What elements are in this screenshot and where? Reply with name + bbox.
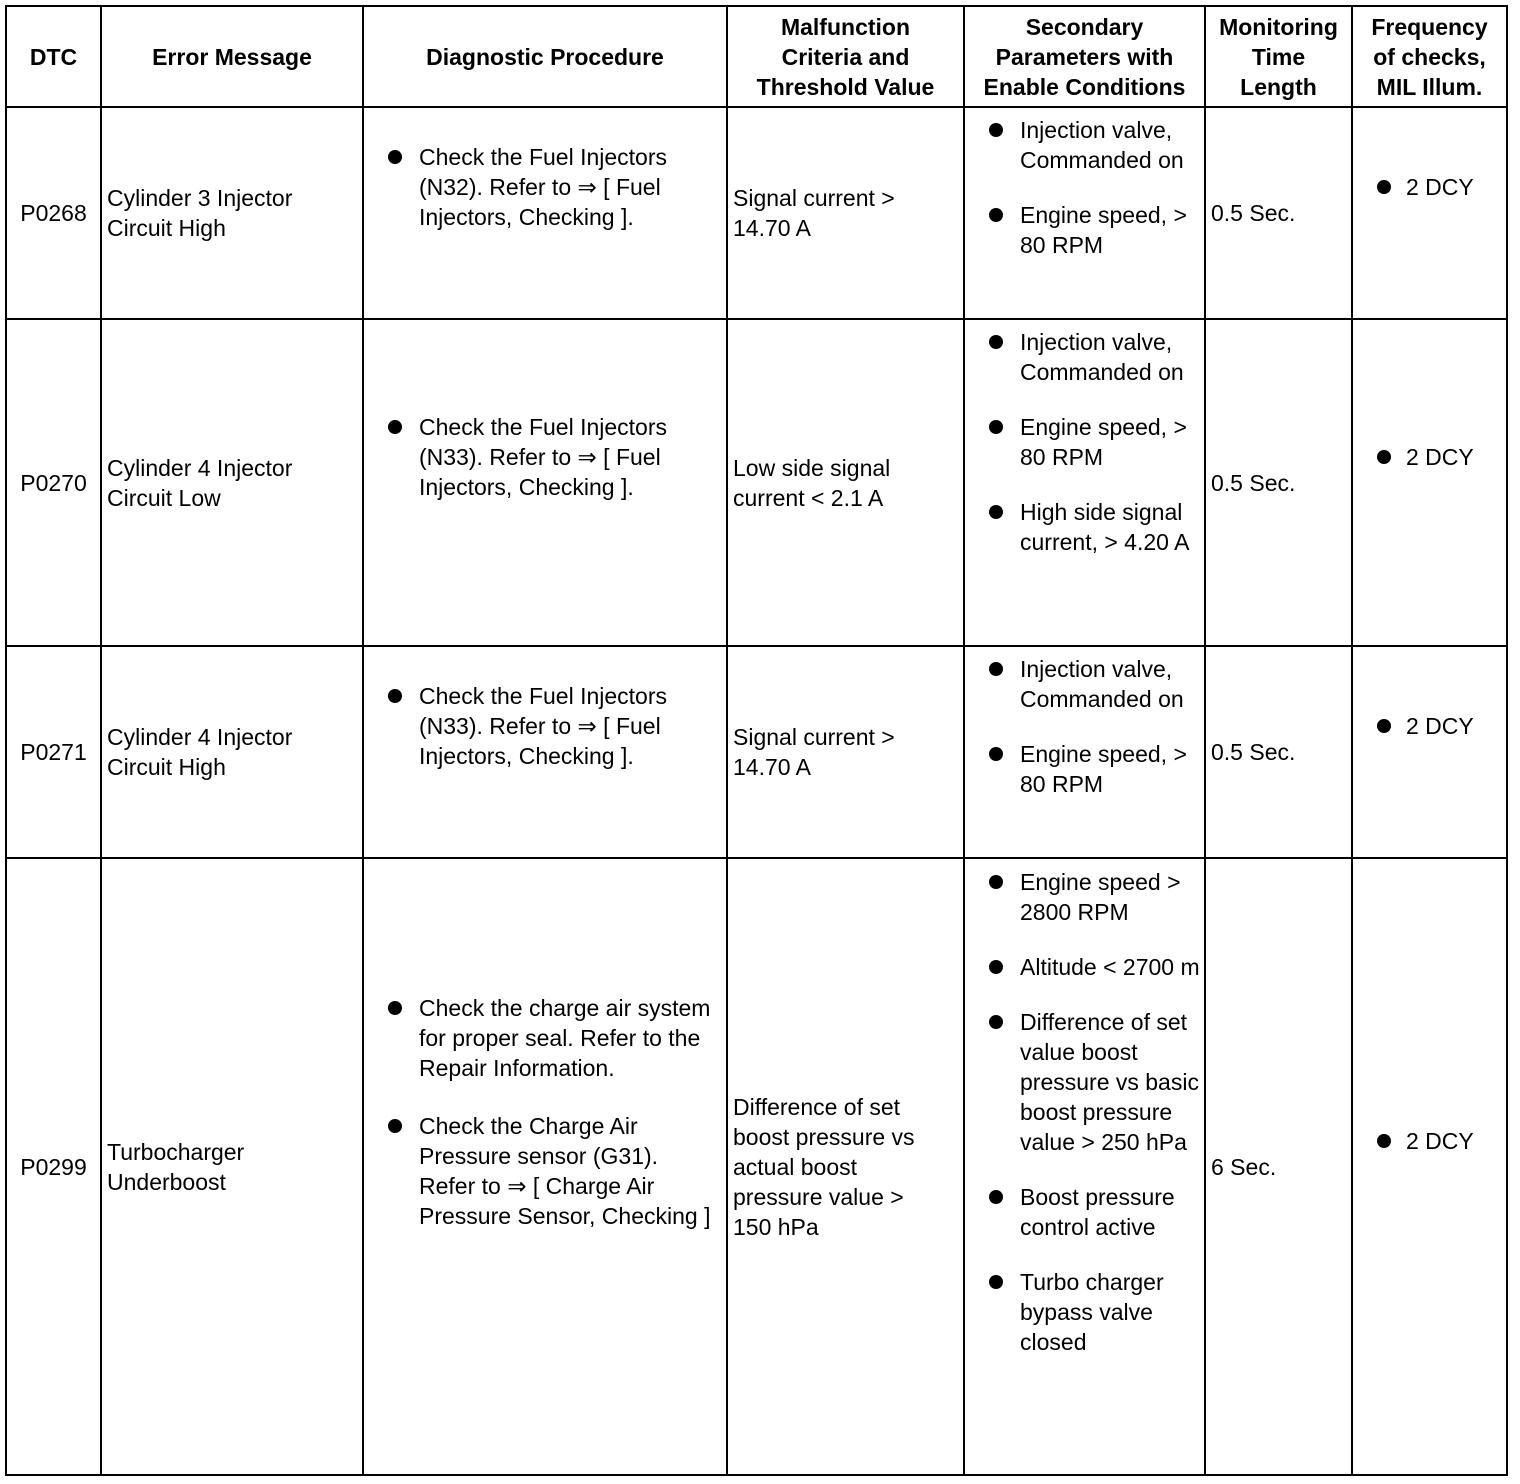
list-item: 2 DCY: [1353, 442, 1506, 472]
list-item: Injection valve, Commanded on: [965, 327, 1204, 387]
list-item: Injection valve, Commanded on: [965, 654, 1204, 714]
malfunction-criteria: Low side signal current < 2.1 A: [727, 319, 964, 646]
diagnostic-procedure: [363, 858, 727, 1475]
malfunction-criteria: Signal current > 14.70 A: [727, 646, 964, 858]
bullet-icon: [989, 662, 1003, 676]
bullet-icon: [989, 1275, 1003, 1289]
bullet-icon: [388, 1001, 402, 1015]
bullet-icon: [989, 420, 1003, 434]
header-monitoring-time: Monitoring Time Length: [1205, 6, 1352, 107]
dtc-code: P0271: [6, 646, 101, 858]
secondary-parameters: [964, 107, 1205, 319]
header-dtc: DTC: [6, 6, 101, 107]
bullet-icon: [989, 1015, 1003, 1029]
diagnostic-procedure: [363, 646, 727, 858]
error-message: Turbocharger Underboost: [101, 858, 363, 1475]
monitoring-time: 0.5 Sec.: [1205, 646, 1352, 858]
frequency: [1352, 858, 1507, 1475]
bullet-icon: [388, 689, 402, 703]
list-item: Engine speed, > 80 RPM: [965, 200, 1204, 260]
list-item: Check the Charge Air Pressure sensor (G31). Refer to ⇒ [ Charge Air Pressure Sensor, Checking ]: [364, 1111, 726, 1231]
error-message: Cylinder 4 Injector Circuit High: [101, 646, 363, 858]
dtc-code: P0299: [6, 858, 101, 1475]
bullet-icon: [388, 1119, 402, 1133]
malfunction-criteria: Difference of set boost pressure vs actual boost pressure value > 150 hPa: [727, 858, 964, 1475]
list-item: 2 DCY: [1353, 711, 1506, 741]
secondary-parameters: [964, 858, 1205, 1475]
frequency: [1352, 646, 1507, 858]
list-item: Check the Fuel Injectors (N32). Refer to ⇒ [ Fuel Injectors, Checking ].: [364, 142, 726, 232]
list-item: Difference of set value boost pressure vs basic boost pressure value > 250 hPa: [965, 1007, 1204, 1157]
error-message: Cylinder 4 Injector Circuit Low: [101, 319, 363, 646]
header-frequency: Frequency of checks, MIL Illum.: [1352, 6, 1507, 107]
frequency: [1352, 319, 1507, 646]
list-item: Altitude < 2700 m: [965, 952, 1204, 982]
monitoring-time: 0.5 Sec.: [1205, 319, 1352, 646]
list-item: High side signal current, > 4.20 A: [965, 497, 1204, 557]
bullet-icon: [989, 505, 1003, 519]
bullet-icon: [388, 150, 402, 164]
dtc-table: [5, 5, 1508, 1476]
header-malfunction-criteria: Malfunction Criteria and Threshold Value: [727, 6, 964, 107]
list-item: Engine speed, > 80 RPM: [965, 412, 1204, 472]
header-secondary-parameters: Secondary Parameters with Enable Conditions: [964, 6, 1205, 107]
table-row: [6, 858, 1507, 1475]
bullet-icon: [989, 123, 1003, 137]
bullet-icon: [989, 875, 1003, 889]
diagnostic-procedure: [363, 107, 727, 319]
list-item: Engine speed, > 80 RPM: [965, 739, 1204, 799]
bullet-icon: [388, 420, 402, 434]
dtc-code: P0270: [6, 319, 101, 646]
list-item: Check the Fuel Injectors (N33). Refer to ⇒ [ Fuel Injectors, Checking ].: [364, 681, 726, 771]
list-item: Check the Fuel Injectors (N33). Refer to ⇒ [ Fuel Injectors, Checking ].: [364, 412, 726, 502]
dtc-code: P0268: [6, 107, 101, 319]
monitoring-time: 6 Sec.: [1205, 858, 1352, 1475]
bullet-icon: [989, 335, 1003, 349]
header-error-message: Error Message: [101, 6, 363, 107]
table-row: [6, 107, 1507, 319]
bullet-icon: [1377, 450, 1391, 464]
frequency: [1352, 107, 1507, 319]
bullet-icon: [989, 1190, 1003, 1204]
secondary-parameters: [964, 646, 1205, 858]
bullet-icon: [1377, 1134, 1391, 1148]
error-message: Cylinder 3 Injector Circuit High: [101, 107, 363, 319]
table-row: [6, 319, 1507, 646]
list-item: 2 DCY: [1353, 1126, 1506, 1156]
bullet-icon: [1377, 719, 1391, 733]
table-row: [6, 646, 1507, 858]
malfunction-criteria: Signal current > 14.70 A: [727, 107, 964, 319]
header-diagnostic-procedure: Diagnostic Procedure: [363, 6, 727, 107]
bullet-icon: [989, 208, 1003, 222]
list-item: Turbo charger bypass valve closed: [965, 1267, 1204, 1357]
bullet-icon: [989, 747, 1003, 761]
header-row: [6, 6, 1507, 107]
list-item: Check the charge air system for proper seal. Refer to the Repair Information.: [364, 993, 726, 1083]
list-item: Engine speed > 2800 RPM: [965, 867, 1204, 927]
diagnostic-procedure: [363, 319, 727, 646]
bullet-icon: [989, 960, 1003, 974]
list-item: Boost pressure control active: [965, 1182, 1204, 1242]
bullet-icon: [1377, 180, 1391, 194]
secondary-parameters: [964, 319, 1205, 646]
monitoring-time: 0.5 Sec.: [1205, 107, 1352, 319]
list-item: 2 DCY: [1353, 172, 1506, 202]
list-item: Injection valve, Commanded on: [965, 115, 1204, 175]
